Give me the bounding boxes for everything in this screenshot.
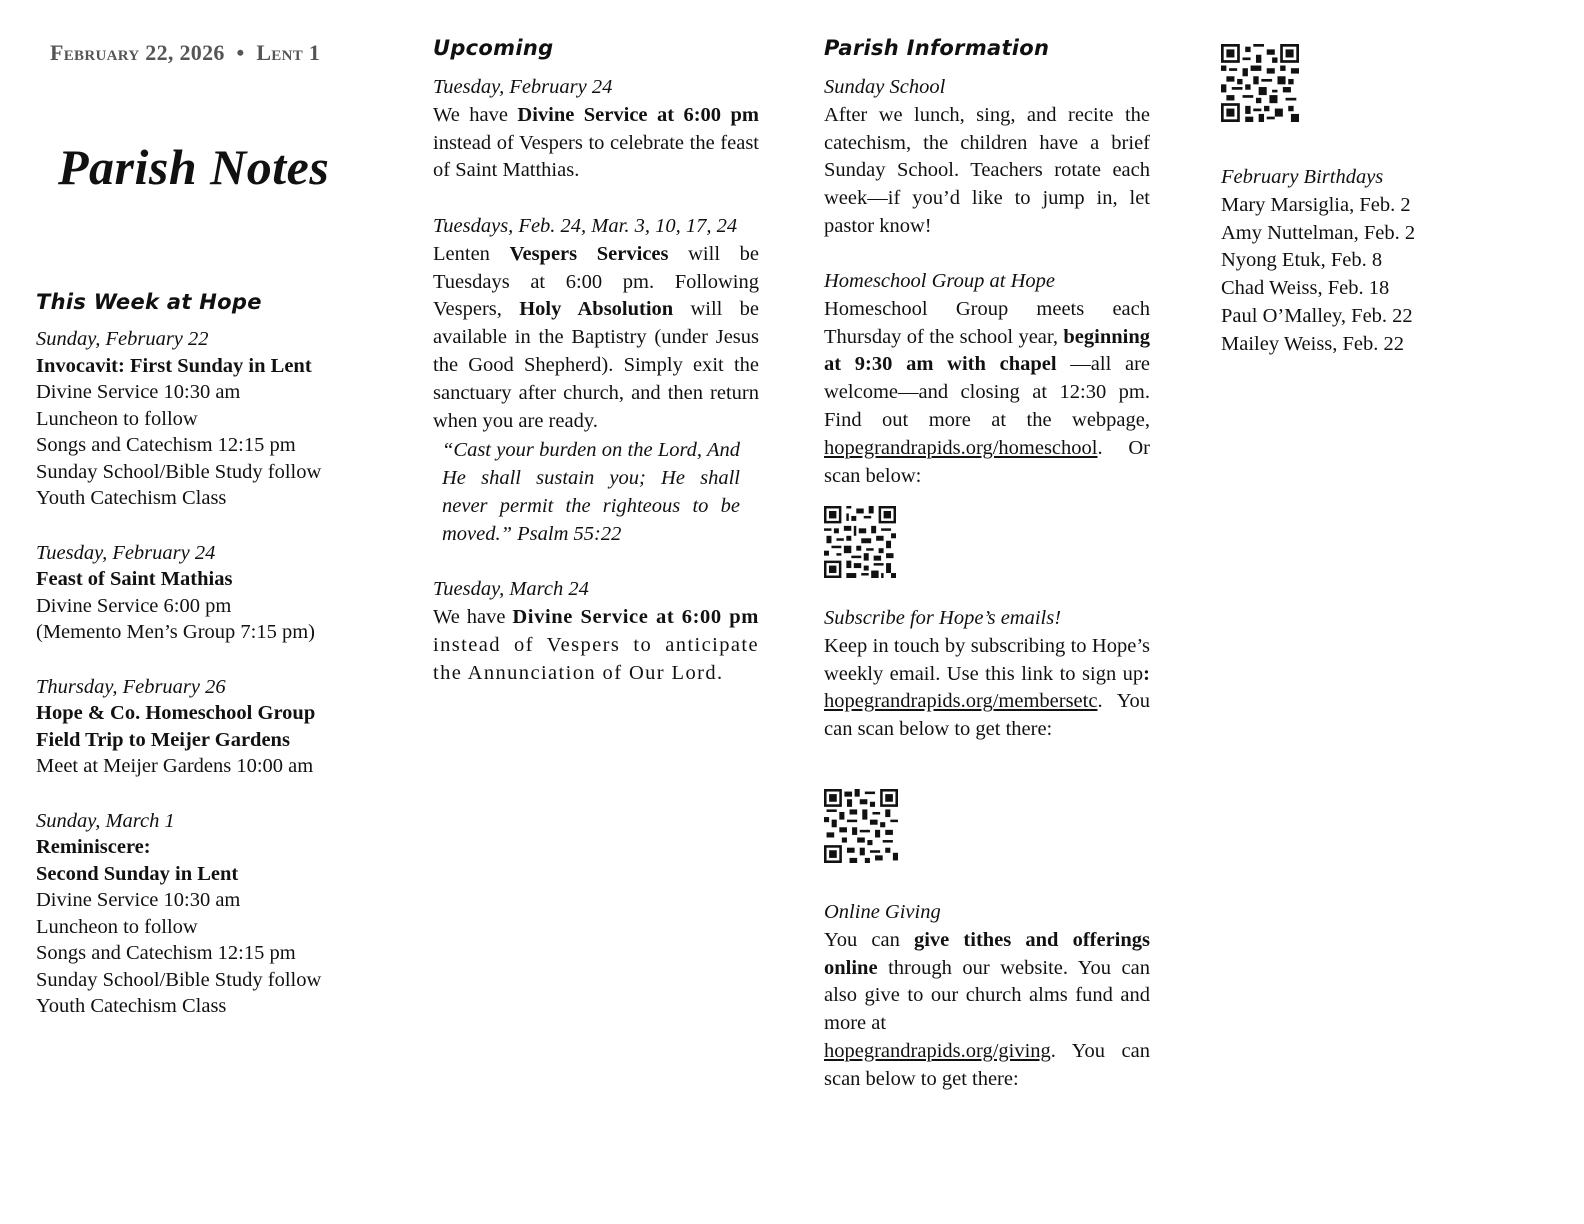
parish-info-heading: Parish Information xyxy=(824,36,1050,60)
text-bold-run: beginning at 9:30 am with chapel xyxy=(824,325,1150,376)
liturgical-season: Lent 1 xyxy=(256,40,321,65)
upcoming-item xyxy=(433,576,759,687)
event-date: Thursday, February 26 xyxy=(36,675,226,698)
section-text xyxy=(824,633,1150,744)
qr-homeschool-svg xyxy=(824,506,896,578)
birthdays-section xyxy=(1221,164,1551,359)
birthday-entry: Nyong Etuk, Feb. 8 xyxy=(1221,249,1383,272)
event-title: Feast of Saint Mathias xyxy=(36,568,233,590)
event-detail: (Memento Men’s Group 7:15 pm) xyxy=(36,621,315,643)
event-detail: Youth Catechism Class xyxy=(36,487,227,509)
upcoming-heading: Upcoming xyxy=(433,36,554,60)
event-detail: Divine Service 6:00 pm xyxy=(36,594,232,617)
event-detail: Divine Service 10:30 am xyxy=(36,889,241,911)
text-run: instead of Vespers to celebrate the feast of Saint Matthias. xyxy=(433,131,759,182)
text-run: . You can scan below to get there: xyxy=(824,1039,1150,1090)
section-title: Sunday School xyxy=(824,76,946,98)
event-detail: Sunday School/Bible Study follow xyxy=(36,968,322,991)
section-title: Homeschool Group at Hope xyxy=(824,270,1055,292)
text-run: will be available in the Baptistry (under Jesus the Good Shepherd). Simply exit the sanctuary after church, and then return when you are ready. xyxy=(433,298,759,432)
text-run: You can xyxy=(824,928,914,951)
date-bullet: • xyxy=(236,40,245,65)
text-bold-run: Holy Absolution xyxy=(519,298,674,321)
event-date: Sunday, March 1 xyxy=(36,809,175,832)
text-run: . You can scan below to get there: xyxy=(824,690,1150,741)
event-detail: Luncheon to follow xyxy=(36,407,198,430)
event-sunday-mar-1 xyxy=(36,808,366,1020)
text-run: Lenten xyxy=(433,242,510,265)
homeschool-link[interactable]: hopegrandrapids.org/homeschool xyxy=(824,436,1098,459)
giving-section xyxy=(824,899,1150,1094)
scripture-quote: “Cast your burden on the Lord, And He shall sustain you; He shall never permit the righteous to be moved.” Psalm 55:22 xyxy=(442,439,740,545)
text-run: through our website. You can also give to our church alms fund and more at xyxy=(824,956,1150,1035)
text-run: —all are welcome—and closing at 12:30 pm. Find out more at the webpage, xyxy=(824,353,1151,431)
text-run: instead of Vespers to anticipate the Annunciation of Our Lord. xyxy=(433,633,759,684)
section-title: Subscribe for Hope’s emails! xyxy=(824,607,1062,629)
text-run: We have xyxy=(433,606,513,629)
event-detail: Meet at Meijer Gardens 10:00 am xyxy=(36,755,314,777)
issue-date xyxy=(50,40,320,66)
subscribe-section xyxy=(824,605,1150,744)
event-detail: Songs and Catechism 12:15 pm xyxy=(36,434,296,456)
event-title: Second Sunday in Lent xyxy=(36,862,239,885)
event-detail: Luncheon to follow xyxy=(36,915,198,938)
section-text xyxy=(824,927,1150,1094)
birthday-entry: Chad Weiss, Feb. 18 xyxy=(1221,277,1390,300)
event-title: Hope & Co. Homeschool Group xyxy=(36,702,316,724)
text-bold-run: Vespers Services xyxy=(509,242,669,265)
event-date: Sunday, February 22 xyxy=(36,328,209,350)
event-date: Tuesday, February 24 xyxy=(36,541,216,564)
subscribe-link[interactable]: hopegrandrapids.org/membersetc xyxy=(824,690,1098,713)
section-text xyxy=(824,296,1150,491)
text-run: . Or scan below: xyxy=(824,436,1150,487)
upcoming-date: Tuesdays, Feb. 24, Mar. 3, 10, 17, 24 xyxy=(433,214,738,237)
qr-code-icon xyxy=(1221,44,1299,122)
event-title: Field Trip to Meijer Gardens xyxy=(36,728,290,751)
event-detail: Sunday School/Bible Study follow xyxy=(36,460,322,483)
event-title: Invocavit: First Sunday in Lent xyxy=(36,354,312,377)
section-text: After we lunch, sing, and recite the catechism, the children have a brief Sunday School. Teachers rotate each week—if you’d like to jump in, let pastor know! xyxy=(824,103,1150,237)
page-title: Parish Notes xyxy=(58,139,330,195)
qr-code-icon xyxy=(824,789,898,863)
section-title: Online Giving xyxy=(824,901,941,923)
upcoming-list xyxy=(433,74,759,688)
birthday-entry: Paul O’Malley, Feb. 22 xyxy=(1221,304,1413,327)
qr-subscribe-svg xyxy=(824,789,898,863)
upcoming-text xyxy=(433,102,759,185)
text-bold-run: Divine Service at 6:00 pm xyxy=(512,606,759,629)
upcoming-date: Tuesday, February 24 xyxy=(433,76,613,98)
qr-giving-svg xyxy=(1221,44,1299,122)
event-sunday-feb-22 xyxy=(36,326,366,512)
birthday-entry: Amy Nuttelman, Feb. 2 xyxy=(1221,221,1416,244)
text-run: We have xyxy=(433,103,518,126)
event-title: Reminiscere: xyxy=(36,836,151,858)
upcoming-date: Tuesday, March 24 xyxy=(433,578,589,601)
homeschool-section xyxy=(824,268,1150,490)
upcoming-item xyxy=(433,74,759,185)
event-detail: Divine Service 10:30 am xyxy=(36,381,241,403)
text-bold-run: give tithes and offerings online xyxy=(824,928,1150,979)
text-run: Keep in touch by subscribing to Hope’s weekly email. Use this link to sign up xyxy=(824,634,1150,685)
issue-date-text: February 22, 2026 xyxy=(50,40,225,65)
upcoming-text xyxy=(433,604,759,687)
event-tuesday-feb-24 xyxy=(36,540,366,646)
this-week-heading: This Week at Hope xyxy=(36,290,262,314)
event-thursday-feb-26 xyxy=(36,674,366,780)
this-week-events xyxy=(36,326,366,1020)
sunday-school-section xyxy=(824,74,1150,241)
birthday-entry: Mailey Weiss, Feb. 22 xyxy=(1221,332,1405,355)
event-detail: Youth Catechism Class xyxy=(36,995,227,1017)
birthdays-title: February Birthdays xyxy=(1221,166,1384,188)
text-run: will be Tuesdays at 6:00 pm. Following Vespers, xyxy=(433,242,760,321)
qr-code-icon xyxy=(824,506,896,578)
text-bold-run: : xyxy=(1143,662,1150,685)
text-bold-run: Divine Service at 6:00 pm xyxy=(517,103,759,126)
text-run: Homeschool Group meets each Thursday of the school year, xyxy=(824,297,1150,348)
upcoming-item xyxy=(433,213,759,435)
upcoming-text xyxy=(433,241,759,436)
giving-link[interactable]: hopegrandrapids.org/giving xyxy=(824,1039,1051,1062)
event-detail: Songs and Catechism 12:15 pm xyxy=(36,942,296,964)
birthday-entry: Mary Marsiglia, Feb. 2 xyxy=(1221,193,1411,216)
